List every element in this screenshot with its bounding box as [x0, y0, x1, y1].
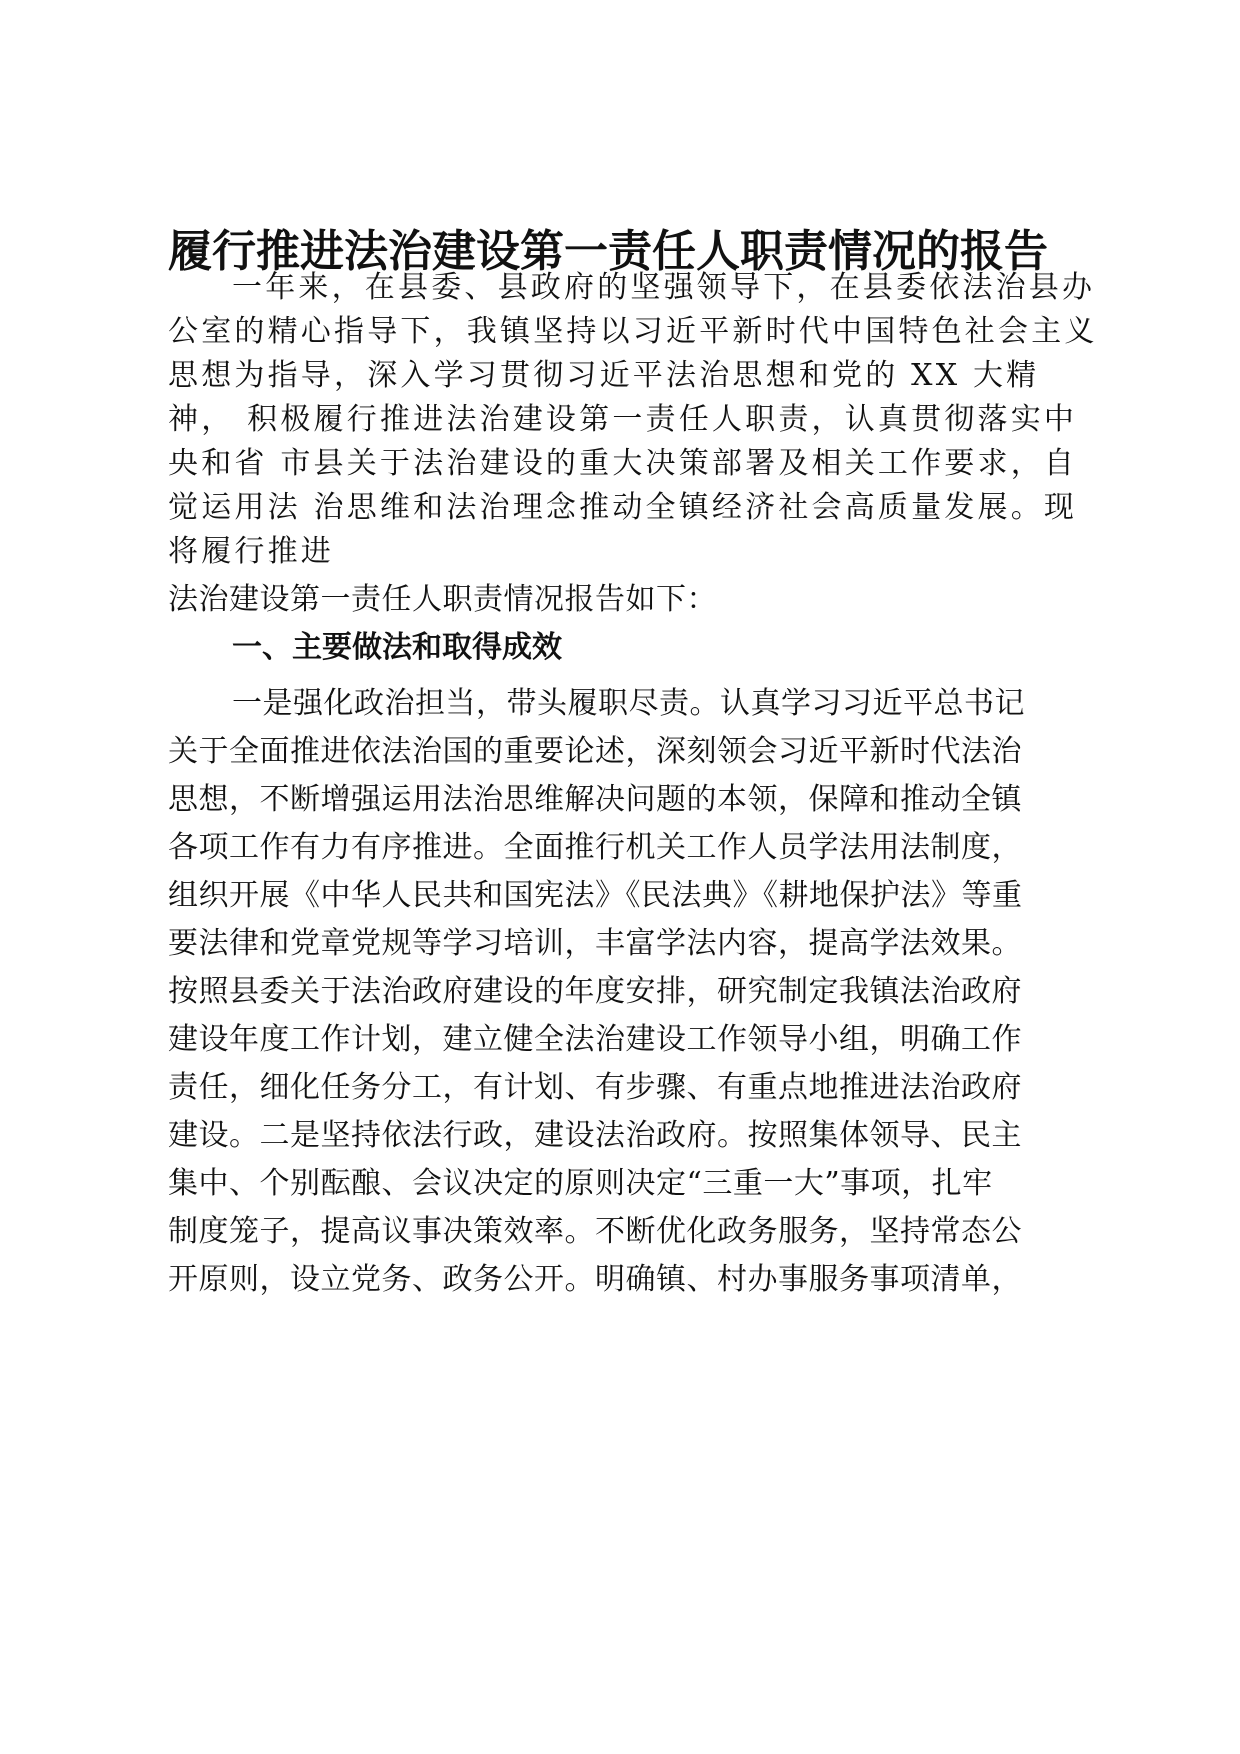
section-heading: 一、主要做法和取得成效 [232, 630, 562, 665]
body-line: 集中、个别酝酿、会议决定的原则决定“三重一大”事项，扎牢 [168, 1166, 993, 1201]
body-line: 各项工作有力有序推进。全面推行机关工作人员学法用法制度， [168, 830, 1022, 865]
intro-line: 觉运用法 治思维和法治理念推动全镇经济社会高质量发展。现 [168, 490, 1078, 525]
intro-line: 央和省 市县关于法治建设的重大决策部署及相关工作要求，自 [168, 446, 1078, 481]
body-line: 按照县委关于法治政府建设的年度安排，研究制定我镇法治政府 [168, 974, 1022, 1009]
body-line: 思想，不断增强运用法治思维解决问题的本领，保障和推动全镇 [168, 782, 1022, 817]
body-line: 一是强化政治担当，带头履职尽责。认真学习习近平总书记 [232, 686, 1025, 721]
body-line: 责任，细化任务分工，有计划、有步骤、有重点地推进法治政府 [168, 1070, 1022, 1105]
intro-line: 公室的精心指导下，我镇坚持以习近平新时代中国特色社会主义 [168, 314, 1098, 349]
body-line: 组织开展《中华人民共和国宪法》《民法典》《耕地保护法》等重 [168, 878, 1023, 913]
intro-line: 法治建设第一责任人职责情况报告如下： [168, 582, 717, 617]
body-line: 建设。二是坚持依法行政，建设法治政府。按照集体领导、民主 [168, 1118, 1022, 1153]
intro-line: 将履行推进 [168, 534, 334, 569]
intro-line: 思想为指导，深入学习贯彻习近平法治思想和党的 XX 大精 [168, 358, 1040, 393]
body-line: 制度笼子，提高议事决策效率。不断优化政务服务，坚持常态公 [168, 1214, 1022, 1249]
body-line: 开原则，设立党务、政务公开。明确镇、村办事服务事项清单， [168, 1262, 1022, 1297]
body-line: 要法律和党章党规等学习培训，丰富学法内容，提高学法效果。 [168, 926, 1022, 961]
intro-line: 一年来，在县委、县政府的坚强领导下，在县委依法治县办 [232, 270, 1096, 305]
intro-line: 神， 积极履行推进法治建设第一责任人职责，认真贯彻落实中 [168, 402, 1078, 437]
document-title: 履行推进法治建设第一责任人职责情况的报告 [168, 226, 1048, 277]
body-line: 关于全面推进依法治国的重要论述，深刻领会习近平新时代法治 [168, 734, 1022, 769]
body-line: 建设年度工作计划，建立健全法治建设工作领导小组，明确工作 [168, 1022, 1022, 1057]
